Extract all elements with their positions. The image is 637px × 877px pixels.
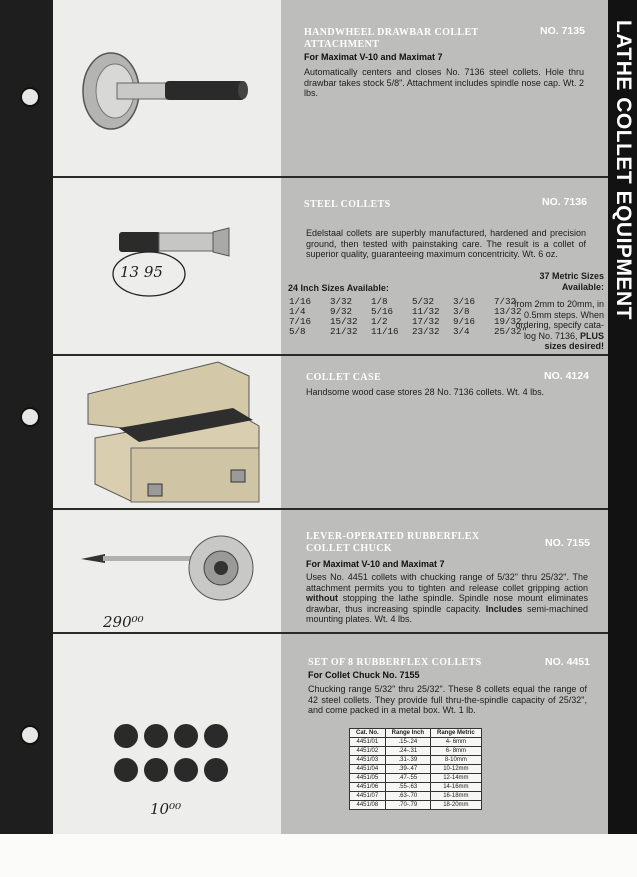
size-cell: 5/8 <box>289 326 306 337</box>
metric-emphasis: PLUS <box>577 330 604 341</box>
catalog-number: NO. 4451 <box>545 656 590 668</box>
product-photo-panel <box>53 510 281 632</box>
metric-sizes-note <box>480 271 604 352</box>
table-header: Range Metric <box>431 729 482 738</box>
metric-text: sizes desired! <box>544 341 604 351</box>
size-cell: 1/16 <box>289 296 312 307</box>
table-row <box>350 774 482 783</box>
product-description: Automatically centers and closes No. 7136 steel collets. Hole thru drawbar takes stock 5/8". Attachment includes spindle nose cap. Wt. 2 lbs. <box>304 67 584 98</box>
table-row <box>350 738 482 747</box>
table-cell: 4451/02 <box>350 747 386 756</box>
table-cell: 18-20mm <box>431 801 482 810</box>
table-cell: 8-10mm <box>431 756 482 765</box>
collet-range-table <box>349 728 482 810</box>
metric-heading: 37 Metric Sizes <box>539 271 604 281</box>
compatibility-note: For Collet Chuck No. 7155 <box>308 670 420 680</box>
table-cell: .15-.24 <box>385 738 430 747</box>
size-cell: 17/32 <box>412 316 440 327</box>
table-cell: 16-18mm <box>431 792 482 801</box>
size-cell: 5/16 <box>371 306 394 317</box>
product-title-line: COLLET CHUCK <box>306 543 393 554</box>
size-cell: 3/16 <box>453 296 476 307</box>
table-cell: 4451/07 <box>350 792 386 801</box>
table-cell: 4451/04 <box>350 765 386 774</box>
catalog-number: NO. 4124 <box>544 370 589 382</box>
table-row <box>350 792 482 801</box>
catalog-number: NO. 7136 <box>542 196 587 208</box>
table-header-row <box>350 729 482 738</box>
side-title: LATHE COLLET EQUIPMENT <box>612 20 635 320</box>
table-cell: 4451/08 <box>350 801 386 810</box>
size-cell: 7/16 <box>289 316 312 327</box>
steel-collet-image <box>53 178 281 354</box>
size-cell: 1/8 <box>371 296 388 307</box>
handwritten-price: 13 95 <box>120 263 163 281</box>
description-emphasis: without <box>306 593 338 603</box>
table-row <box>350 756 482 765</box>
table-cell: 10-12mm <box>431 765 482 774</box>
description-text: Uses No. 4451 collets with chucking range of 5/32" thru 25/32". The attachment permits you to tighten and release collet gripping action <box>306 572 588 593</box>
table-cell: 12-14mm <box>431 774 482 783</box>
size-cell: 19/32 <box>494 316 522 327</box>
size-cell: 21/32 <box>330 326 358 337</box>
table-cell: .47-.55 <box>385 774 430 783</box>
table-cell: 4451/01 <box>350 738 386 747</box>
punch-hole <box>20 725 40 745</box>
size-cell: 3/8 <box>453 306 470 317</box>
size-cell: 5/32 <box>412 296 435 307</box>
size-cell: 9/16 <box>453 316 476 327</box>
catalog-number: NO. 7155 <box>545 537 590 549</box>
product-title-line: LEVER-OPERATED RUBBERFLEX <box>306 531 480 542</box>
product-title: STEEL COLLETS <box>304 199 391 210</box>
table-cell: 14-16mm <box>431 783 482 792</box>
table-cell: 4451/06 <box>350 783 386 792</box>
punch-hole <box>20 407 40 427</box>
table-cell: .31-.39 <box>385 756 430 765</box>
size-cell: 11/16 <box>371 326 399 337</box>
size-cell: 3/32 <box>330 296 353 307</box>
size-cell: 1/2 <box>371 316 388 327</box>
catalog-number: NO. 7135 <box>540 25 585 37</box>
metric-heading: Available: <box>561 281 604 292</box>
product-photo-panel <box>53 178 281 354</box>
compatibility-note: For Maximat V-10 and Maximat 7 <box>306 559 445 569</box>
inch-sizes-heading: 24 Inch Sizes Available: <box>288 283 389 293</box>
table-cell: .70-.79 <box>385 801 430 810</box>
size-cell: 1/4 <box>289 306 306 317</box>
handwritten-price: 290⁰⁰ <box>103 613 144 631</box>
size-cell: 23/32 <box>412 326 440 337</box>
size-cell: 13/32 <box>494 306 522 317</box>
compatibility-note: For Maximat V-10 and Maximat 7 <box>304 52 443 62</box>
product-title: SET OF 8 RUBBERFLEX COLLETS <box>308 657 482 668</box>
rubberflex-chuck-image <box>53 510 281 632</box>
drawbar-attachment-image <box>53 0 281 177</box>
metric-text: from 2mm to 20mm, in <box>513 299 604 309</box>
description-text: stopping the lathe spindle. Spindle nose mount eliminates drawbar, thus increasing spindle capacity. <box>306 593 588 614</box>
table-header: Cat. No. <box>350 729 386 738</box>
table-cell: 6- 8mm <box>431 747 482 756</box>
size-cell: 11/32 <box>412 306 440 317</box>
page-bottom-margin <box>0 834 637 877</box>
product-title: COLLET CASE <box>306 372 382 383</box>
product-title: HANDWHEEL DRAWBAR COLLET ATTACHMENT <box>304 27 479 50</box>
product-description: Handsome wood case stores 28 No. 7136 collets. Wt. 4 lbs. <box>306 387 545 397</box>
table-row <box>350 783 482 792</box>
description-emphasis: Includes <box>485 603 523 614</box>
product-description: Chucking range 5/32" thru 25/32". These 8 collets equal the range of 42 steel collets. They provide full thru-the-spindle capacity of 25/32", and come packed in a metal box. Wt. 1 lb. <box>308 684 587 715</box>
table-row <box>350 801 482 810</box>
table-cell: 4451/03 <box>350 756 386 765</box>
product-photo-panel <box>53 356 281 508</box>
metric-text: ordering, specify cata- <box>515 320 604 330</box>
handwritten-price: 10⁰⁰ <box>150 800 182 818</box>
metric-text: 0.5mm steps. When <box>523 309 604 320</box>
table-row <box>350 765 482 774</box>
table-row <box>350 747 482 756</box>
table-cell: .55-.63 <box>385 783 430 792</box>
product-photo-panel <box>53 0 281 177</box>
size-cell: 25/32" <box>494 326 528 337</box>
size-cell: 9/32 <box>330 306 353 317</box>
collet-case-image <box>53 356 281 508</box>
table-cell: 4451/05 <box>350 774 386 783</box>
metric-text-part: log No. 7136, <box>523 330 578 341</box>
size-cell: 15/32 <box>330 316 358 327</box>
table-cell: .63-.70 <box>385 792 430 801</box>
metric-text <box>480 331 604 342</box>
size-cell: 3/4 <box>453 326 470 337</box>
punch-hole <box>20 87 40 107</box>
table-cell: .24-.31 <box>385 747 430 756</box>
size-cell: 7/32 <box>494 296 517 307</box>
table-cell: .39-.47 <box>385 765 430 774</box>
table-cell: 4- 6mm <box>431 738 482 747</box>
product-description <box>306 572 588 625</box>
table-header: Range Inch <box>385 729 430 738</box>
product-description: Edelstaal collets are superbly manufactured, hardened and precision ground, then tested with painstaking care. The result is a collet of superior quality, guaranteeing maximum concentricity. Wt. 6 oz. <box>306 228 586 259</box>
description-text: semi-machined mounting plates. Wt. 4 lbs. <box>306 603 588 624</box>
